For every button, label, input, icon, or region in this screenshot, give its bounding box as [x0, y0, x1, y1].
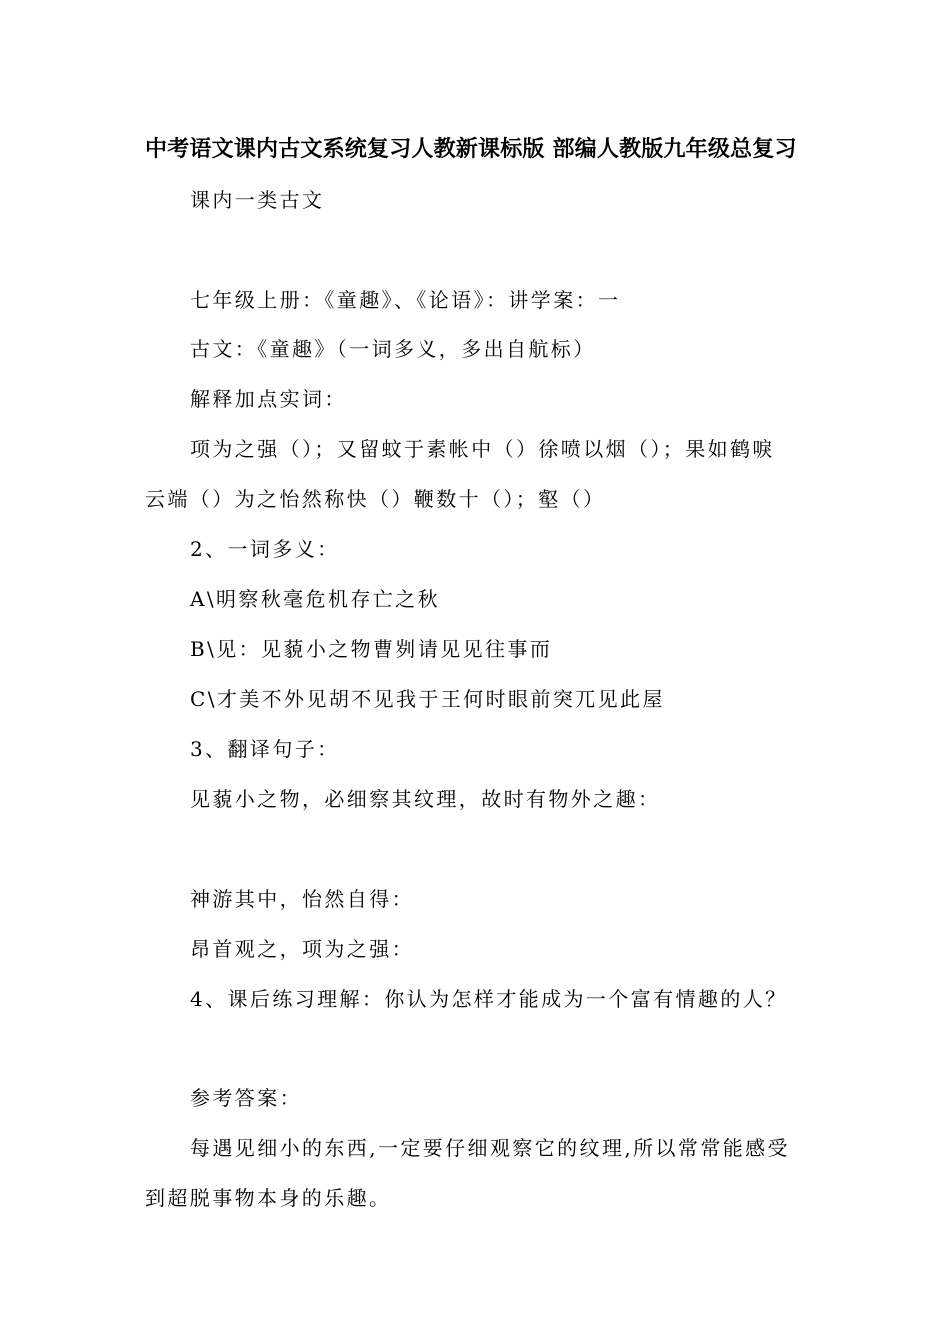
- text-line: A\明察秋毫危机存亡之秋: [190, 587, 440, 611]
- text-line: 云端（）为之怡然称快（）鞭数十（）；壑（）: [145, 487, 606, 511]
- text-line: 神游其中，怡然自得：: [190, 887, 414, 911]
- text-line: 参考答案：: [190, 1086, 302, 1110]
- text-line: C\才美不外见胡不见我于王何时眼前突兀见此屋: [190, 687, 665, 711]
- text-line: 2、一词多义：: [190, 537, 340, 561]
- text-line: 3、翻译句子：: [190, 737, 340, 761]
- text-line: 4、课后练习理解：你认为怎样才能成为一个富有情趣的人？: [190, 987, 788, 1011]
- text-line: 项为之强（）；又留蚊于素帐中（）徐喷以烟（）；果如鹤唳: [190, 437, 775, 461]
- text-line: 昂首观之，项为之强：: [190, 937, 414, 961]
- text-line: 解释加点实词：: [190, 387, 347, 411]
- document-title: 中考语文课内古文系统复习人教新课标版 部编人教版九年级总复习: [145, 137, 797, 162]
- text-line: 每遇见细小的东西,一定要仔细观察它的纹理,所以常常能感受: [190, 1136, 790, 1160]
- section-heading: 课内一类古文: [190, 188, 325, 212]
- text-line: B\见：见藐小之物曹刿请见见往事而: [190, 637, 553, 661]
- text-line: 古文：《童趣》（一词多义，多出自航标）: [190, 337, 596, 361]
- text-line: 到超脱事物本身的乐趣。: [145, 1186, 392, 1210]
- text-line: 七年级上册：《童趣》、《论语》：讲学案：一: [190, 288, 621, 312]
- text-line: 见藐小之物，必细察其纹理，故时有物外之趣：: [190, 787, 661, 811]
